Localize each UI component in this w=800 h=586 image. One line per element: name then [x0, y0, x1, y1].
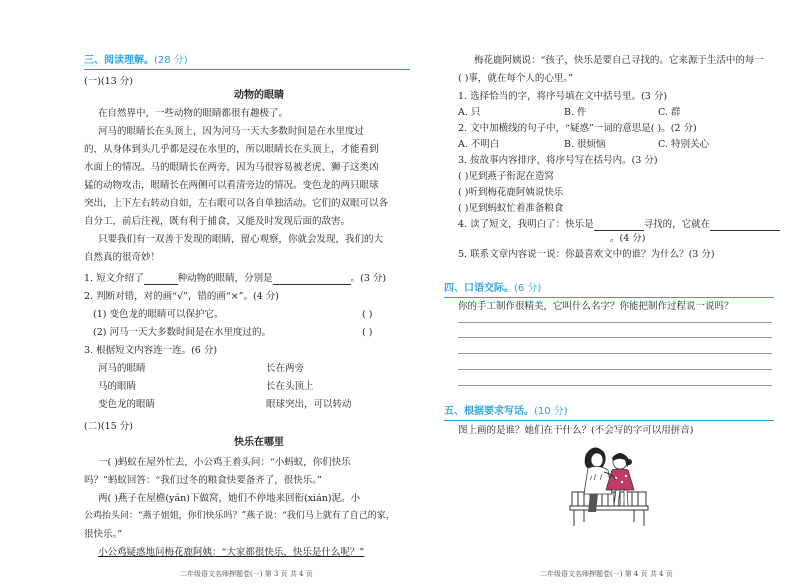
writing-line[interactable] — [458, 337, 772, 338]
judge-paren[interactable]: ( ) — [362, 309, 373, 320]
passage2-line: 两( )燕子在屋檐(yán)下做窝，她们不停地来回衔(xián)泥。小 — [98, 493, 361, 504]
match-right[interactable]: 长在头顶上 — [266, 381, 314, 392]
answer-blank[interactable] — [594, 220, 644, 231]
question-3: 3. 根据短文内容连一连。(6 分) — [84, 345, 218, 356]
section-divider — [444, 420, 774, 421]
passage1-line: 猛的动物攻击，眼睛长在两侧可以看清旁边的情况。变色龙的两只眼球 — [84, 180, 379, 191]
question-5: 5. 联系文章内容说一说：你最喜欢文中的谁？为什么？(3 分) — [458, 249, 715, 260]
choice-option[interactable]: C. 群 — [658, 107, 681, 118]
passage2-line: 很快乐。” — [84, 529, 123, 540]
left-page — [84, 0, 410, 586]
passage2-continued-line: ( )事，就在每个人的心里。” — [458, 73, 574, 84]
question-2: 2. 判断对错，对的画“√”，错的画“×”。(4 分) — [84, 291, 280, 302]
match-right[interactable]: 眼球突出，可以转动 — [266, 399, 352, 410]
passage2-continued-line: 梅花鹿阿姨说：“孩子，快乐是要自己寻找的。它来源于生活中的每一 — [474, 55, 764, 66]
passage2-title: 快乐在哪里 — [234, 437, 284, 448]
section-4-heading: 四、口语交际。(6 分) — [444, 283, 542, 294]
judge-paren[interactable]: ( ) — [362, 327, 373, 338]
passage1-line: 自然真的很奇妙！ — [84, 252, 161, 263]
mother-daughter-illustration — [568, 440, 650, 528]
order-item[interactable]: ( )见到蚂蚁忙着准备粮食 — [458, 203, 564, 214]
passage2-line: 吗？”蚂蚁回答：“我们过冬的粮食快要备齐了，很快乐。” — [84, 475, 322, 486]
question-1: 1. 短文介绍了 种动物的眼睛，分别是 。(3 分) — [84, 273, 387, 284]
part1-label: (一)(13 分) — [84, 76, 133, 87]
question-3: 3. 按故事内容排序，将序号写在括号内。(3 分) — [458, 155, 658, 166]
judge-item: (1) 变色龙的眼睛可以保护它。 — [93, 309, 224, 320]
match-left[interactable]: 河马的眼睛 — [98, 363, 146, 374]
passage1-line: 突出，上下左右转动自如，左右眼可以各自单独活动。它们的双眼可以各 — [84, 198, 389, 209]
section-3-heading: 三、阅读理解。(28 分) — [84, 55, 188, 66]
passage1-line: 河马的眼睛长在头顶上，因为河马一天大多数时间是在水里度过 — [98, 126, 365, 137]
answer-blank[interactable] — [144, 274, 178, 285]
question-1: 1. 选择恰当的字，将序号填在文中括号里。(3 分) — [458, 91, 668, 102]
choice-option[interactable]: B. 件 — [564, 107, 587, 118]
match-left[interactable]: 马的眼睛 — [98, 381, 137, 392]
passage1-line: 只要我们有一双善于发现的眼睛，留心观察，你就会发现，我们的大 — [98, 234, 384, 245]
answer-blank[interactable] — [273, 274, 351, 285]
page-footer: 二年级语文名师押题卷(一) 第 4 页 共 4 页 — [540, 570, 673, 578]
passage2-line: 公鸡抬头问：“燕子姐姐，你们快乐吗？”燕子说：“我们马上就有了自己的家， — [84, 511, 395, 521]
underlined-sentence: 小公鸡疑惑地问梅花鹿阿姨：“大家都很快乐，快乐是什么呢？” — [98, 547, 365, 558]
choice-option[interactable]: C. 特别关心 — [658, 139, 709, 150]
question-4: 4. 读了短文，我明白了：快乐是 寻找的，它就在 — [458, 218, 780, 231]
answer-blank[interactable] — [710, 220, 780, 231]
passage1-line: 的，从身体到头几乎都是浸在水里的，所以眼睛长在头顶上，才能看到 — [84, 144, 379, 155]
section-4-prompt: 你的手工制作很精美，它叫什么名字？你能把制作过程说一说吗？ — [458, 301, 734, 312]
part2-label: (二)(15 分) — [84, 421, 133, 432]
passage1-line: 水面上的情况。马的眼睛长在两旁，因为马很容易被老虎、狮子这类凶 — [84, 162, 379, 173]
right-page — [444, 0, 774, 586]
section-divider — [84, 69, 410, 70]
passage1-line: 自分工，前后注视，既有利于捕食，又能及时发现后面的敌害。 — [84, 216, 351, 227]
choice-option[interactable]: A. 只 — [458, 107, 481, 118]
passage1-line: 在自然界中，一些动物的眼睛都很有趣极了。 — [98, 108, 289, 119]
section-divider — [444, 297, 774, 298]
writing-line[interactable] — [458, 369, 772, 370]
question-4-end: 。(4 分) — [610, 233, 646, 244]
section-5-prompt: 图上画的是谁？她们在干什么？(不会写的字可以用拼音) — [458, 425, 694, 436]
section-5-heading: 五、根据要求写话。(10 分) — [444, 406, 568, 417]
match-right[interactable]: 长在两旁 — [266, 363, 305, 374]
writing-line[interactable] — [458, 322, 772, 323]
writing-line[interactable] — [458, 353, 772, 354]
match-left[interactable]: 变色龙的眼睛 — [98, 399, 156, 410]
order-item[interactable]: ( )见到燕子衔泥在造窝 — [458, 171, 554, 182]
question-2: 2. 文中加横线的句子中，“疑惑”一词的意思是( )。(2 分) — [458, 123, 697, 134]
page-footer: 二年级语文名师押题卷(一) 第 3 页 共 4 页 — [180, 570, 313, 578]
passage2-line: 一( )蚂蚁在屋外忙去，小公鸡王着头问：“小蚂蚁，你们快乐 — [98, 457, 351, 468]
order-item[interactable]: ( )听到梅花鹿阿姨说快乐 — [458, 187, 564, 198]
writing-line[interactable] — [458, 385, 772, 386]
choice-option[interactable]: A. 不明白 — [458, 139, 500, 150]
passage1-title: 动物的眼睛 — [234, 90, 284, 101]
judge-item: (2) 河马一天大多数时间是在水里度过的。 — [93, 327, 271, 338]
choice-option[interactable]: B. 很烦恼 — [564, 139, 606, 150]
